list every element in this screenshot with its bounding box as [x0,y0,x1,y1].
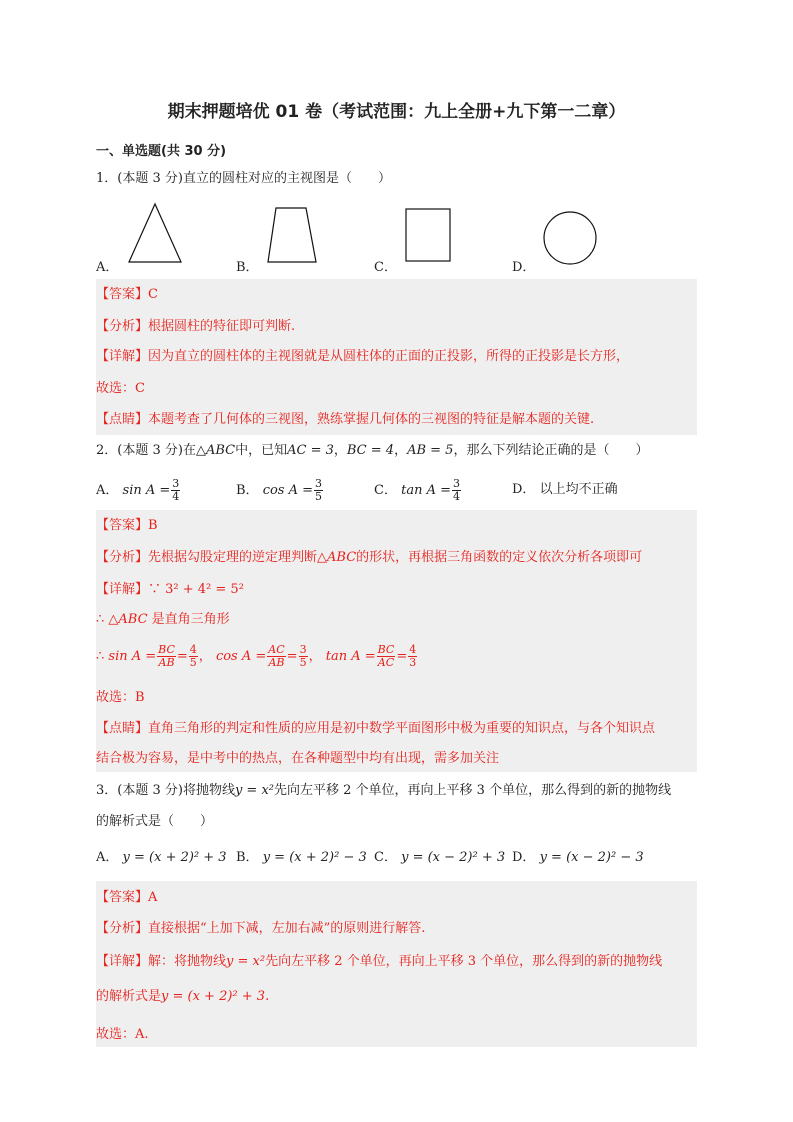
q3-stem-line1: 3．(本题 3 分)将抛物线y = x²先向左平移 2 个单位，再向上平移 3 个单位，那么得到的新的抛物线 [96,783,672,798]
q2-trig-values: ∴ sin A = $\frac{BC}{AB}$ = $\frac{4}{5}$ ， cos A = $\frac{AC}{AB}$ = $\frac{3}{5}$ ， tan A = $\frac{BC}{AC}$ = $\frac{4}{3}$ [96,643,417,669]
q2-stem: 2．(本题 3 分)在△ABC中，已知AC = 3，BC = 4，AB = 5，那么下列结论正确的是（ ） [96,443,649,458]
q3-stem-line2: 的解析式是（ ） [96,814,214,829]
q3-choose: 故选：A. [96,1027,149,1042]
q2-option-d: D． 以上均不正确 [512,482,618,497]
q1-circle-figure [541,210,599,268]
q2-option-c: C． tan A = $\frac{3}{4}$ [374,477,460,503]
q1-answer: 【答案】C [96,287,158,302]
q2-detail: 【详解】∵ 3² + 4² = 5² [96,582,244,597]
q2-option-a: A． sin A = $\frac{3}{4}$ [96,477,180,503]
q3-answer: 【答案】A [96,890,158,905]
q3-detail-line1: 【详解】解：将抛物线y = x²先向左平移 2 个单位，再向上平移 3 个单位，那么得到的新的抛物线 [96,954,663,969]
q2-choose: 故选：B [96,690,145,705]
q2-comment-line1: 【点睛】直角三角形的判定和性质的应用是初中数学平面图形中极为重要的知识点，与各个知识点 [96,721,656,736]
q2-comment-line2: 结合极为容易，是中考中的热点，在各种题型中均有出现，需多加关注 [96,751,500,766]
section-heading: 一、单选题(共 30 分) [96,144,227,159]
q3-analysis: 【分析】直接根据“上加下减，左加右减”的原则进行解答. [96,921,426,936]
q1-detail: 【详解】因为直立的圆柱体的主视图就是从圆柱体的正面的正投影，所得的正投影是长方形， [96,349,630,364]
q1-option-a: A． [96,260,119,275]
q1-stem: 1．(本题 3 分)直立的圆柱对应的主视图是（ ） [96,171,391,186]
q3-option-a: A． y = (x + 2)² + 3 [96,850,227,865]
page-title: 期末押题培优 01 卷（考试范围：九上全册+九下第一二章） [167,102,626,122]
q2-option-b: B． cos A = $\frac{3}{5}$ [236,477,323,503]
q2-right-triangle: ∴ △ABC 是直角三角形 [96,612,230,627]
q1-option-d: D． [512,260,536,275]
q3-solution-box [96,881,697,1047]
q1-rectangle-figure [404,207,452,263]
q2-answer: 【答案】B [96,518,158,533]
q1-analysis: 【分析】根据圆柱的特征即可判断. [96,319,296,334]
q1-triangle-figure [125,202,185,264]
q1-option-c: C． [374,260,397,275]
q3-option-b: B． y = (x + 2)² − 3 [236,850,367,865]
q3-detail-line2: 的解析式是y = (x + 2)² + 3. [96,989,270,1004]
q1-comment: 【点睛】本题考查了几何体的三视图，熟练掌握几何体的三视图的特征是解本题的关键. [96,412,595,427]
q2-solution-box [96,510,697,772]
q1-option-b: B． [236,260,259,275]
q1-trapezoid-figure [264,206,320,264]
q2-analysis: 【分析】先根据勾股定理的逆定理判断△ABC的形状，再根据三角函数的定义依次分析各项即可 [96,550,643,565]
q3-option-d: D． y = (x − 2)² − 3 [512,850,644,865]
q1-choose: 故选：C [96,381,145,396]
q1-solution-box [96,279,697,435]
q3-option-c: C． y = (x − 2)² + 3 [374,850,506,865]
